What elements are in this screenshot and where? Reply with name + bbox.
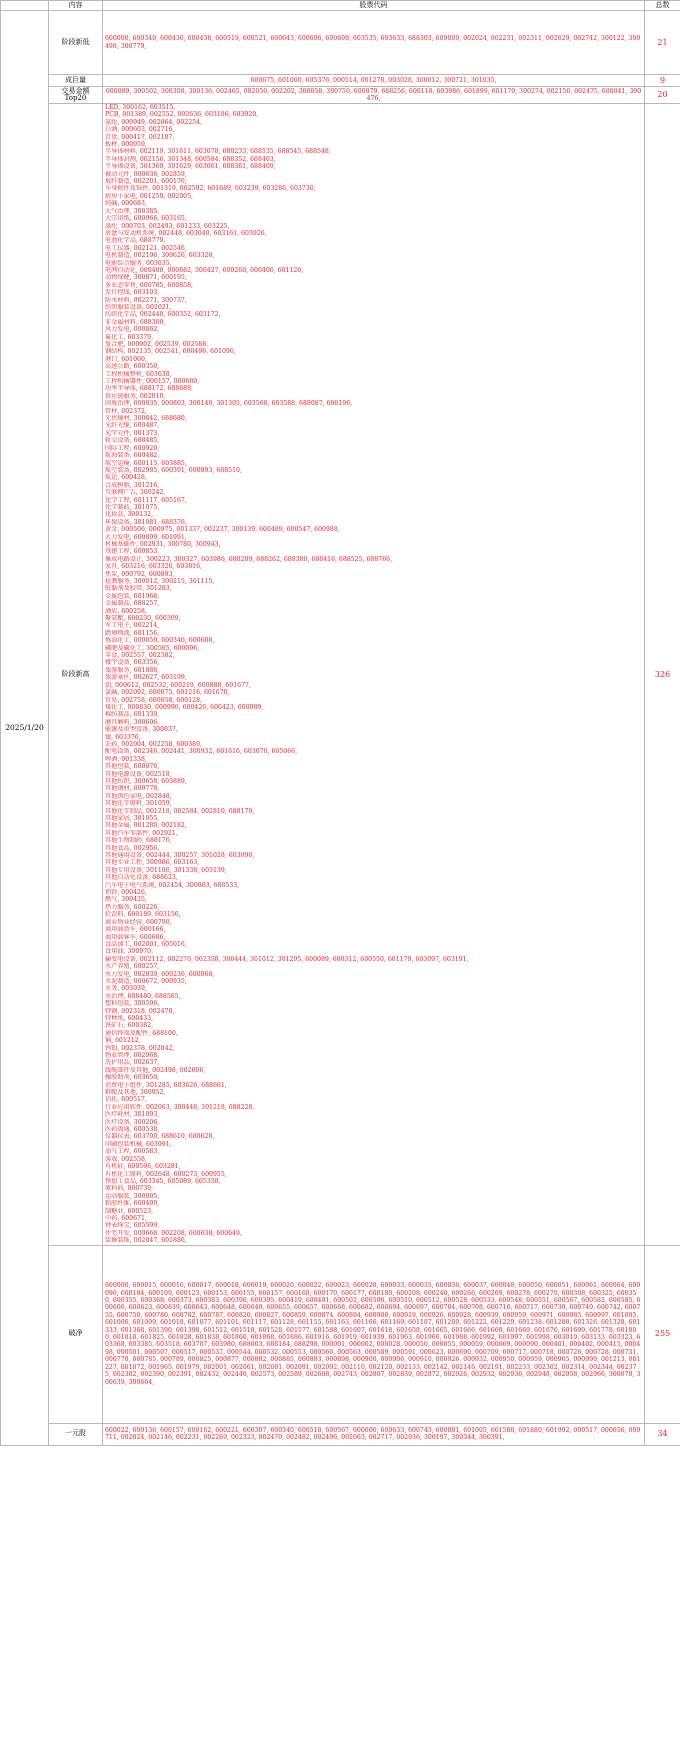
industry-line: 其他钢材, 000778, [105, 785, 160, 793]
industry-line: 航空装备, 002985, 600391, 600893, 688510, [105, 466, 242, 474]
industry-line: 其他纺织, 300658, 603889, [105, 777, 187, 785]
industry-line: 电工仪器, 002121, 002546, [105, 244, 187, 252]
industry-line: 家具, 603216, 603326, 603816, [105, 563, 203, 571]
codes-cell: 600089, 300502, 300308, 300136, 002465, 002050, 002202, 300058, 300750, 600879, 688256, 600118, 603986, 601899, 601179, 300274, 002156, 002475, 688041, 300476, [103, 87, 645, 104]
industry-line: 轨交设备, 688485, [105, 437, 160, 445]
date-cell: 2025/1/20 [1, 11, 49, 1446]
header-content: 内容 [49, 1, 103, 11]
industry-line: 化学工程, 601117, 605167, [105, 496, 187, 504]
industry-line: 机械基础件, 002931, 300780, 300943, [105, 540, 221, 548]
industry-line: 半导体封测, 002156, 301348, 600584, 688352, 688403, [105, 155, 276, 163]
industry-line: 合成树脂, 301216, [105, 481, 160, 489]
industry-line: 运动服装, 300005, [105, 1192, 160, 1200]
industry-line: 食品加工, 002001, 605016, [105, 940, 187, 948]
row-one-yuan [1, 1423, 680, 1445]
total-cell: 34 [645, 1423, 680, 1445]
industry-line: 化学制药, 301075, [105, 503, 160, 511]
industry-line: 集成电路设计, 300223, 300327, 603986, 688209, 688262, 688380, 688416, 688525, 688766, [105, 555, 393, 563]
industry-line: 航空运输, 600115, 603885, [105, 459, 187, 467]
industry-line: 行业应用软件, 002063, 300448, 301218, 688228, [105, 1103, 255, 1111]
industry-line: 通信终端及配件, 688100, [105, 1029, 178, 1037]
industry-line: 其他家居, 301055, [105, 815, 160, 822]
industry-line: 农药, 002004, 002258, 600389, [105, 740, 203, 748]
industry-line: 纯碱, 000683, [105, 200, 147, 208]
industry-line: 环保设备, 301081, 688376, [105, 518, 187, 526]
header-total: 总数 [645, 1, 680, 11]
industry-line: 输变电设备, 002112, 002270, 002358, 300444, 301012, 301295, 600089, 600312, 600550, 601179, 603097, 603191, [105, 955, 469, 963]
industry-line: 洗护用品, 002637, [105, 1059, 160, 1067]
industry-line: 涤纶, 000703, 002493, 601233, 603225, [105, 222, 230, 230]
industry-line: 火力发电, 600899, 601991, [105, 533, 187, 541]
industry-line: 其他专用设备, 301186, 301338, 603139, [105, 866, 227, 874]
industry-line: 磨具磨料, 300606, [105, 718, 160, 726]
industry-line: 商业物业经营, 600790, [105, 918, 172, 926]
industry-line: 水务, 003039, [105, 985, 147, 993]
industry-line: 其他金属, 001280, 002182, [105, 822, 187, 830]
industry-line: 电机制造, 002196, 300626, 603320, [105, 252, 215, 260]
industry-line: 金属包装, 601968, [105, 592, 160, 600]
industry-line: 聚氨酯, 600230, 600309, [105, 615, 181, 623]
industry-line: 贸易, 002758, 600058, 600128, [105, 696, 203, 704]
industry-line: 装修装饰, 002047, 601886, [105, 1237, 187, 1245]
industry-line: 纺织服装设备, 002021, [105, 303, 172, 311]
industry-line: 光纤光缆, 600487, [105, 422, 160, 430]
row-new-high [1, 104, 680, 1246]
industry-line: LED, 300162, 603515, [105, 104, 176, 111]
industry-line: 医药流通, 600538, [105, 1126, 160, 1134]
row-below-book [1, 1245, 680, 1423]
industry-line: 其他黑色家电, 002848, [105, 792, 172, 800]
codes-cell: 600000, 600015, 600016, 600017, 600018, 600019, 600020, 600022, 600023, 600028, 600033, 600035, 600036, 600037, 600048, 600050, 600051, 600061, 600064, 600096, 600104, 600109, 600123, 600153, 600155, 600157, 600168, 600170, 600177, 600180, 600208, 600248, 600266, 600269, 600278, 600279, 600308, 600325, 600350, 600355, 600368, 600373, 600383, 600390, 600395, 600419, 600491, 600502, 600506, 600510, 600512, 600528, 600533, 600548, 600551, 600567, 600582, 600585, 600606, 600623, 600639, 600643, 600648, 600649, 600655, 600657, 600668, 600682, 600694, 600697, 600704, 600708, 600716, 600717, 600739, 600740, 600742, 600755, 600758, 600780, 600782, 600787, 600820, 600827, 600859, 600874, 600894, 600908, 600919, 600926, 600928, 600939, 600959, 600971, 600985, 600997, 601005, 601006, 601009, 601018, 601077, 601101, 601117, 601128, 601155, 601163, 601166, 601169, 601187, 601200, 601222, 601229, 601238, 601288, 601326, 601328, 601333, 601368, 601390, 601398, 601512, 601518, 601528, 601577, 601588, 601607, 601618, 601658, 601665, 601666, 601668, 601669, 601676, 601699, 601778, 601800, 601818, 601825, 601828, 601838, 601860, 601868, 601886, 601916, 601919, 601939, 601963, 601966, 601988, 601992, 601997, 601998, 603010, 603133, 603323, 603368, 603385, 603518, 603707, 603980, 688003, 688184, 688298, 000001, 000002, 000028, 000050, 000055, 000059, 000069, 000090, 000401, 000402, 000415, 000498, 000501, 000507, 000517, 000537, 000544, 000532, 000553, 000560, 000563, 000589, 000591, 000623, 000690, 000709, 000717, 000718, 000726, 000728, 000731, 000778, 000785, 000789, 000825, 000877, 000882, 000885, 000883, 000898, 000900, 000906, 000910, 000926, 000932, 000950, 000959, 000965, 000990, 001213, 001227, 001872, 001965, 001979, 002001, 002061, 002081, 002091, 002092, 002110, 002120, 002133, 002142, 002146, 002191, 002233, 002302, 002314, 002344, 002375, 002382, 002390, 002391, 002432, 002440, 002573, 002589, 002608, 002743, 002807, 002839, 002872, 002926, 002932, 002936, 002948, 002958, 002966, 300070, 300639, 300664, [103, 1245, 645, 1423]
industry-line: 信托, 600517, [105, 1096, 147, 1104]
industry-line: 非金属材料, 688300, [105, 318, 166, 326]
total-cell: 20 [645, 87, 680, 104]
industry-line: 多业态零售, 600785, 600858, [105, 281, 194, 289]
industry-line: 复合肥, 000902, 002539, 002588, [105, 341, 209, 348]
industry-line: 铜, 601212, [105, 1037, 141, 1045]
industry-line: 其他汽车零部件, 002921, [105, 829, 178, 837]
industry-line: 功率半导体, 688172, 688689, [105, 385, 194, 393]
industry-line: 制糖业, 600523, [105, 1207, 154, 1215]
industry-line: 风力发电, 000862, [105, 326, 160, 334]
industry-line: 半导体设备, 301369, 301629, 603061, 688361, 688409, [105, 163, 276, 171]
industry-line: 炼油化工, 000059, 600346, 600688, [105, 637, 215, 645]
industry-line: 光伏辅材, 300842, 688680, [105, 415, 187, 423]
row-top20 [1, 87, 680, 104]
industry-line: 有机硅, 600596, 603281, [105, 1163, 181, 1171]
industry-line: 热力服务, 600226, [105, 903, 160, 911]
total-cell: 21 [645, 11, 680, 75]
industry-line: PCB, 001389, 002552, 002636, 603186, 603920, [105, 111, 259, 119]
industry-line: 医疗设备, 300206, [105, 1118, 160, 1126]
industry-line: 光学元件, 001373, [105, 429, 160, 437]
industry-line: 氨纶, 000949, 002064, 002254, [105, 118, 203, 126]
industry-line: 旅游服务, 601888, [105, 666, 160, 674]
industry-line: 燃气, 300435, [105, 896, 147, 904]
industry-line: 汽车电子电气系统, 002454, 300863, 688533, [105, 881, 240, 889]
industry-line: 板材, 000959, [105, 141, 147, 149]
industry-line: 油气工程, 600583, [105, 1148, 160, 1156]
industry-line: 水泥制造, 000672, 000935, [105, 977, 187, 985]
industry-line: 防水材料, 002271, 300737, [105, 296, 187, 304]
industry-line: 化妆品, 300132, [105, 511, 154, 519]
category-cell: 一元股 [49, 1423, 103, 1445]
industry-line: 有机化工原料, 002648, 600273, 600955, [105, 1170, 227, 1178]
industry-line: 镍, 603376, [105, 733, 141, 741]
industry-line: 大宗用纸, 600966, 603165, [105, 215, 187, 223]
industry-line: 印刷包装机械, 603991, [105, 1140, 172, 1148]
industry-line: 酒店, 600258, [105, 607, 147, 615]
category-cell: 阶段新高 [49, 104, 103, 1246]
industry-line: 水产养殖, 600257, [105, 963, 160, 971]
industry-line: 中药, 600671, [105, 1214, 147, 1222]
industry-line: 商用载货车, 600166, [105, 926, 166, 934]
industry-line: 特钢, 002318, 002478, [105, 1007, 175, 1015]
industry-line: 棉纺制品, 601339, [105, 711, 160, 719]
industry-line: 粘胶纤维, 600409, [105, 1200, 160, 1208]
industry-line: 其他自动化设备, 688623, [105, 874, 178, 882]
industry-line: 厨房小家电, 001259, 002005, [105, 192, 194, 200]
industry-line: 鞋帽及其他, 300952, [105, 1089, 166, 1097]
industry-line: 铝, 000612, 002532, 600219, 600888, 601677, [105, 681, 251, 689]
industry-line: 铅锌, 000426, [105, 889, 147, 897]
industry-line: 高速公路, 600350, [105, 363, 160, 371]
industry-line: 航海装备, 600482, [105, 452, 160, 460]
industry-line: 原料药, 000739, [105, 1185, 154, 1193]
industry-line: 电池化学品, 688779, [105, 237, 166, 245]
industry-line: 游戏, 002558, [105, 1155, 147, 1163]
industry-line: 其他化学原料, 301059, [105, 800, 172, 808]
industry-line: 楼宇设备, 603356, [105, 659, 160, 667]
industry-line: 跨境物流, 601156, [105, 629, 160, 637]
industry-line: 其他通用设备, 002444, 300257, 301028, 603090, [105, 852, 255, 860]
industry-line: 纺织化学品, 002440, 600352, 603172, [105, 311, 221, 319]
row-huge-volume [1, 75, 680, 87]
industry-line: 发行控线, 603103, [105, 289, 160, 297]
industry-line: 钢结构, 002135, 002541, 600496, 601096, [105, 348, 236, 356]
industry-line: 软饮料, 600189, 603156, [105, 911, 181, 919]
industry-line: 港口, 601000, [105, 355, 147, 363]
industry-line: 啤酒, 001338, [105, 755, 147, 763]
header-blank [1, 1, 49, 11]
industry-line: 医疗耗材, 301093, [105, 1111, 160, 1119]
industry-line: 底盘与发动机系统, 002448, 603040, 603161, 603926, [105, 229, 267, 237]
category-cell: 阶段新低 [49, 11, 103, 75]
industry-line: 零食, 002557, 002582, [105, 652, 175, 660]
industry-line: 钨钼, 002378, 002842, [105, 1044, 175, 1052]
industry-line: 能源及重型设备, 300837, [105, 726, 178, 734]
category-cell: 破净 [49, 1245, 103, 1423]
industry-line: 线缆部件及其他, 002498, 002606, [105, 1066, 206, 1074]
industry-line: 水治理, 688480, 688565, [105, 992, 181, 1000]
industry-line: 商用载客车, 600686, [105, 933, 166, 941]
industry-line: 基建工程, 600853, [105, 548, 160, 556]
codes-cell [103, 104, 645, 1246]
industry-line: 工程机械整机, 603638, [105, 370, 172, 378]
industry-line: 其他包装, 600076, [105, 763, 160, 771]
industry-line: 配电设备, 002346, 002441, 300932, 601616, 603070, 605066, [105, 748, 298, 756]
industry-line: 煤化工, 000830, 000990, 600426, 600423, 600989, [105, 703, 264, 711]
industry-line: 其他食品, 002956, [105, 844, 160, 852]
industry-line: 胶黏剂及胶带, 301283, [105, 585, 172, 593]
total-cell: 255 [645, 1245, 680, 1423]
industry-line: 其他专业工程, 300986, 603163, [105, 859, 200, 867]
industry-line: 百货, 000417, 002187, [105, 133, 175, 141]
industry-line: 特种纸, 600433, [105, 1014, 154, 1022]
industry-line: 铁矿石, 600382, [105, 1022, 154, 1030]
industry-line: 玻纤制造, 002201, 600176, [105, 178, 187, 186]
industry-line: 被动元件, 000636, 002859, [105, 170, 187, 178]
industry-line: 消费电子组件, 301285, 603626, 688661, [105, 1081, 227, 1089]
industry-line: 氟化工, 603379, [105, 333, 154, 341]
industry-line: 航运, 600428, [105, 474, 147, 482]
industry-line: 金属制品, 688257, [105, 600, 160, 608]
codes-cell: 600675, 601000, 605376, 000514, 001278, 003028, 300012, 300721, 301035, [103, 75, 645, 87]
industry-line: 白酒, 000603, 002716, [105, 126, 175, 134]
industry-line: 国际工程, 600920, [105, 444, 160, 452]
industry-line: 军工电子, 002214, [105, 622, 160, 630]
industry-line: 其他化学制品, 001218, 002584, 002810, 688179, [105, 807, 255, 815]
industry-line: 半导体材料, 002119, 301611, 603078, 688233, 688535, 688545, 688548, [105, 148, 331, 156]
industry-line: 住宅开发, 000668, 002208, 600638, 600649, [105, 1229, 242, 1237]
industry-line: 供应链服务, 002010, [105, 392, 166, 400]
industry-line: 其他生物制药, 688176, [105, 837, 172, 845]
industry-line: 塑料包装, 300596, [105, 1000, 160, 1008]
industry-line: 黄金, 000506, 000975, 001337, 002237, 300139, 600489, 600547, 600988, [105, 526, 340, 534]
industry-line: 大气治理, 300385, [105, 207, 160, 215]
industry-line: 电能综合服务, 003035, [105, 259, 172, 267]
industry-line: 仪器仪表, 603700, 688610, 688628, [105, 1133, 215, 1141]
industry-line: 旅游景区, 002627, 603199, [105, 674, 187, 682]
industry-line: 水力发电, 002039, 600236, 600868, [105, 970, 215, 978]
industry-line: 食用油, 300970, [105, 948, 154, 956]
header-codes: 股票代码 [103, 1, 645, 11]
industry-line: 互联网广告, 300242, [105, 489, 166, 497]
industry-line: 其他电源设备, 002518, [105, 770, 172, 778]
category-cell: 成巨量 [49, 75, 103, 87]
industry-line: 车身附件及饰件, 001319, 002592, 601689, 603239, 603286, 603730, [105, 185, 316, 193]
industry-line: 检测服务, 300012, 300215, 301115, [105, 578, 215, 585]
industry-line: 管材, 002372, [105, 407, 147, 415]
category-cell: 交易金额Top20 [49, 87, 103, 104]
codes-cell: 600000, 600340, 600436, 600438, 600519, 600521, 600643, 600696, 600698, 603535, 603633, 688303, 689009, 002024, 002231, 002311, 002629, 002742, 300122, 300498, 300779, [103, 11, 645, 75]
total-cell: 9 [645, 75, 680, 87]
industry-line: 电网自动化, 000400, 000682, 300427, 600268, 600406, 601126, [105, 266, 304, 274]
industry-line: 工程机械器件, 000157, 000680, [105, 378, 200, 386]
row-new-low [1, 11, 680, 75]
industry-line: 固废治理, 000035, 000803, 300140, 301305, 603568, 603588, 688087, 688196, [105, 400, 353, 408]
industry-line: 钟表珠宝, 605599, [105, 1222, 160, 1230]
industry-line: 焦炭, 000792, 000893, [105, 570, 175, 578]
header-row [1, 1, 680, 11]
industry-line: 氯碱, 002092, 600075, 601216, 601678, [105, 689, 230, 697]
industry-line: 动物保健, 300871, 600195, [105, 274, 187, 282]
total-cell: 326 [645, 104, 680, 1246]
industry-line: 预加工食品, 603345, 605089, 605338, [105, 1177, 221, 1185]
industry-line: 磷肥及磷化工, 300505, 600096, [105, 644, 200, 652]
industry-line: 橡胶助剂, 603650, [105, 1074, 160, 1082]
industry-line: 物业管理, 002968, [105, 1052, 160, 1059]
codes-cell: 600022, 600136, 600157, 600162, 600221, 600307, 600340, 600518, 600567, 600606, 600633, 600743, 600881, 601005, 601588, 601880, 601992, 000517, 000656, 000711, 002024, 002146, 002231, 002269, 002323, 002470, 002482, 002496, 002663, 002717, 002936, 300197, 300344, 300391, [103, 1423, 645, 1445]
